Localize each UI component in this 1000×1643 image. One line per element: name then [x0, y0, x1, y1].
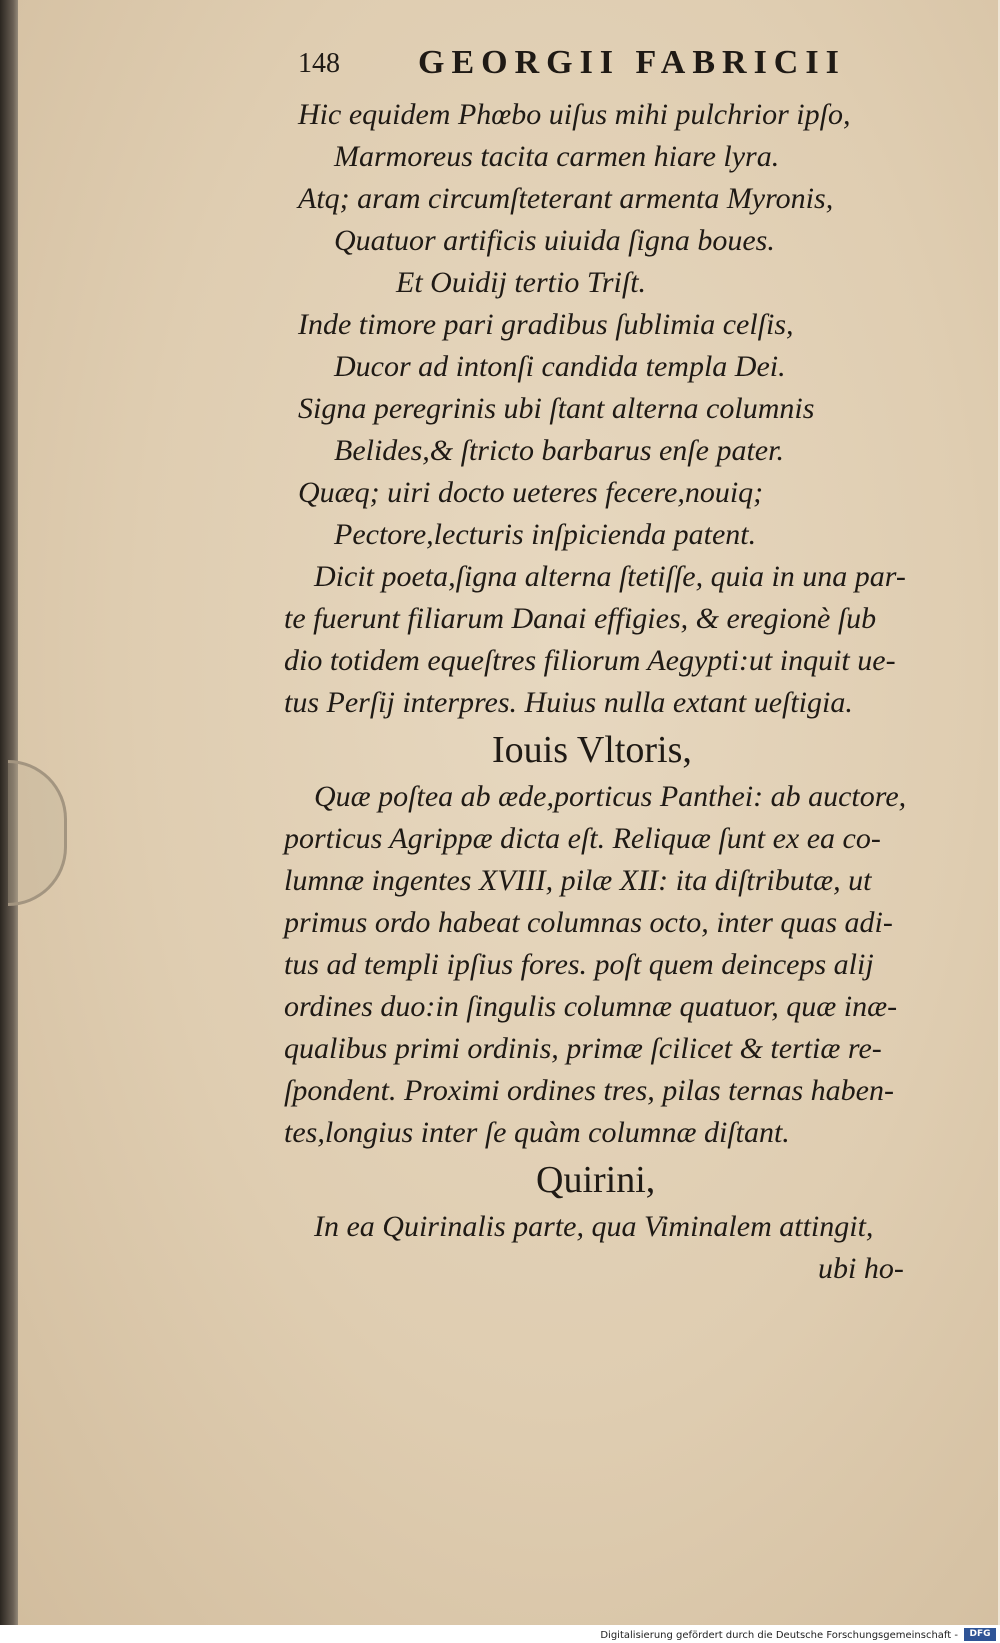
text-line: dio totidem equeſtres filiorum Aegypti:ut inquit ue-: [284, 644, 896, 677]
text-line: ubi ho-: [818, 1252, 904, 1285]
running-head: GEORGII FABRICII: [418, 44, 846, 81]
text-line: porticus Agrippæ dicta eſt. Reliquæ ſunt ex ea co-: [284, 822, 881, 855]
text-line: Inde timore pari gradibus ſublimia celſis,: [298, 308, 794, 341]
text-line: qualibus primi ordinis, primæ ſcilicet & tertiæ re-: [284, 1032, 882, 1065]
page-number: 148: [298, 48, 340, 79]
dfg-logo: DFG: [964, 1628, 996, 1641]
section-heading: Quirini,: [536, 1159, 656, 1201]
funding-notice: Digitalisierung gefördert durch die Deutsche Forschungsgemeinschaft -: [600, 1630, 958, 1641]
page-text: [258, 44, 978, 1290]
page-header: [258, 44, 978, 94]
text-line: lumnæ ingentes XVIII, pilæ XII: ita diſtributæ, ut: [284, 864, 872, 897]
text-line: Et Ouidij tertio Triſt.: [396, 266, 647, 299]
text-line: primus ordo habeat columnas octo, inter quas adi-: [284, 906, 893, 939]
text-line: Pectore,lecturis inſpicienda patent.: [334, 518, 757, 551]
text-line: Ducor ad intonſi candida templa Dei.: [334, 350, 786, 383]
text-line: ſpondent. Proximi ordines tres, pilas ternas haben-: [284, 1074, 894, 1107]
binding-clip: [8, 760, 67, 906]
book-page: [18, 0, 1000, 1625]
text-line: te fuerunt filiarum Danai effigies, & eregionè ſub: [284, 602, 877, 635]
text-line: Belides,& ſtricto barbarus enſe pater.: [334, 434, 784, 467]
section-heading: Iouis Vltoris,: [492, 729, 692, 771]
text-line: tus Perſij interpres. Huius nulla extant ueſtigia.: [284, 686, 853, 719]
text-line: Hic equidem Phœbo uiſus mihi pulchrior ipſo,: [298, 98, 851, 131]
text-line: tus ad templi ipſius fores. poſt quem deinceps alij: [284, 948, 874, 981]
text-line: ordines duo:in ſingulis columnæ quatuor, quæ inæ-: [284, 990, 898, 1023]
text-line: Dicit poeta,ſigna alterna ſtetiſſe, quia in una par-: [314, 560, 906, 593]
text-line: Marmoreus tacita carmen hiare lyra.: [334, 140, 780, 173]
text-line: Quæ poſtea ab æde,porticus Panthei: ab auctore,: [314, 780, 907, 813]
text-line: Quatuor artificis uiuida ſigna boues.: [334, 224, 775, 257]
text-line: In ea Quirinalis parte, qua Viminalem attingit,: [314, 1210, 874, 1243]
text-line: Signa peregrinis ubi ſtant alterna columnis: [298, 392, 815, 425]
text-line: Atq; aram circumſteterant armenta Myronis,: [298, 182, 834, 215]
text-line: tes,longius inter ſe quàm columnæ diſtant.: [284, 1116, 790, 1149]
text-line: Quæq; uiri docto ueteres fecere,nouiq;: [298, 476, 764, 509]
footer-bar: [0, 1625, 1000, 1643]
